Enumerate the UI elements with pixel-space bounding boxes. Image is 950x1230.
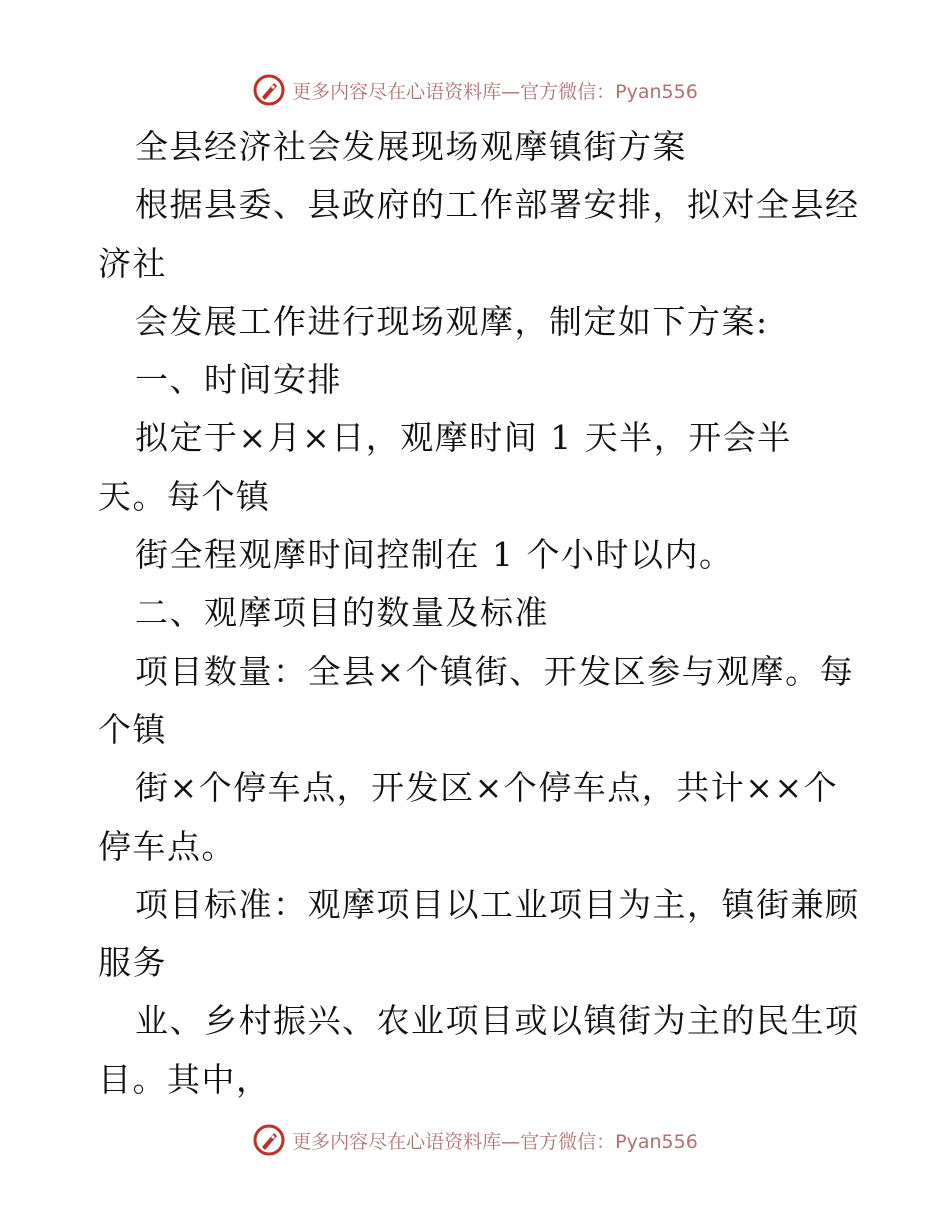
document-line: 全县经济社会发展现场观摩镇街方案 bbox=[135, 127, 687, 166]
header-banner-text: 更多内容尽在心语资料库—官方微信：Pyan556 bbox=[292, 80, 698, 103]
document-line: 二、观摩项目的数量及标准 bbox=[135, 593, 549, 633]
document-line: 目。其中， bbox=[98, 1059, 271, 1099]
document-line: 项目标准：观摩项目以工业项目为主，镇街兼顾 bbox=[135, 884, 860, 924]
document-line: 服务 bbox=[98, 943, 167, 983]
document-line: 会发展工作进行现场观摩，制定如下方案: bbox=[135, 301, 769, 341]
document-line: 一、时间安排 bbox=[135, 360, 342, 400]
document-line: 拟定于×月×日，观摩时间 1 天半，开会半 bbox=[135, 418, 792, 458]
pen-nib-logo-icon bbox=[252, 73, 286, 107]
document-line: 街全程观摩时间控制在 1 个小时以内。 bbox=[135, 535, 734, 575]
document-body bbox=[98, 118, 858, 1109]
pen-nib-logo-icon bbox=[252, 1123, 286, 1157]
header-banner bbox=[0, 70, 950, 110]
document-line: 个镇 bbox=[98, 709, 167, 749]
footer-banner-text: 更多内容尽在心语资料库—官方微信：Pyan556 bbox=[292, 1130, 698, 1153]
document-line: 项目数量：全县×个镇街、开发区参与观摩。每 bbox=[135, 651, 855, 691]
document-line: 根据县委、县政府的工作部署安排，拟对全县经 bbox=[135, 185, 860, 225]
document-line: 济社 bbox=[98, 243, 167, 283]
footer-banner bbox=[0, 1120, 950, 1160]
document-line: 业、乡村振兴、农业项目或以镇街为主的民生项 bbox=[135, 1001, 860, 1041]
document-line: 停车点。 bbox=[98, 826, 236, 866]
document-line: 天。每个镇 bbox=[98, 476, 271, 516]
document-line: 街×个停车点，开发区×个停车点，共计××个 bbox=[135, 768, 839, 808]
